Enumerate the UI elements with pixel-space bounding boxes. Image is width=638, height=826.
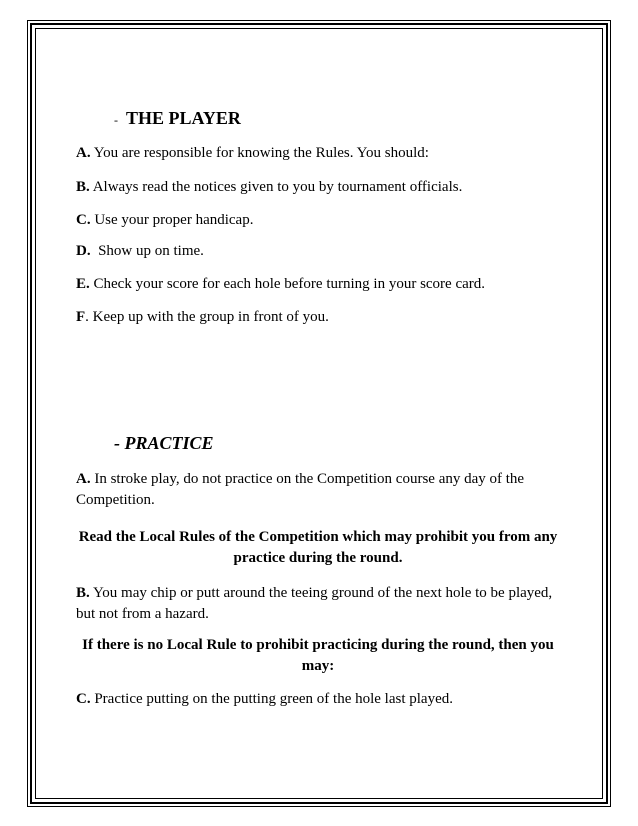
rule-item-d <box>76 241 204 262</box>
item-text: Always read the notices given to you by tournament officials. <box>89 179 463 195</box>
item-text: Use your proper handicap. <box>90 212 254 228</box>
local-rule-note-2: If there is no Local Rule to prohibit practicing during the round, then you may: <box>82 637 554 674</box>
item-text: Check your score for each hole before turning in your score card. <box>89 276 486 292</box>
rule-item-f <box>76 307 329 328</box>
rule-item-a-practice <box>76 469 556 511</box>
item-letter: B. <box>76 179 90 195</box>
section-heading-player <box>114 108 241 129</box>
item-letter: A. <box>76 145 91 161</box>
item-text: Show up on time. <box>90 243 204 259</box>
rule-item-a <box>76 143 429 164</box>
item-letter: B. <box>76 585 90 601</box>
rule-item-e <box>76 274 485 295</box>
item-text: . Keep up with the group in front of you. <box>85 309 329 325</box>
heading-dash: - <box>114 113 118 127</box>
heading-title: THE PLAYER <box>126 108 241 128</box>
rule-item-c <box>76 210 253 231</box>
item-letter: C. <box>76 212 91 228</box>
item-letter: A. <box>76 471 91 487</box>
item-letter: C. <box>76 691 91 707</box>
item-text: You are responsible for knowing the Rules. You should: <box>90 145 429 161</box>
rule-item-c-practice <box>76 689 453 710</box>
item-letter: D. <box>76 243 91 259</box>
local-rule-note-1: Read the Local Rules of the Competition which may prohibit you from any practice during the round. <box>78 529 558 566</box>
item-text: In stroke play, do not practice on the Competition course any day of the Competition. <box>76 471 525 508</box>
rule-item-b-practice <box>76 583 556 625</box>
item-text: Practice putting on the putting green of the hole last played. <box>90 691 453 707</box>
item-letter: F <box>76 309 86 325</box>
section-heading-practice: - PRACTICE <box>114 433 214 453</box>
item-text: You may chip or putt around the teeing ground of the next hole to be played, but not from a hazard. <box>76 585 553 622</box>
rule-item-b <box>76 177 462 198</box>
item-letter: E. <box>76 276 90 292</box>
